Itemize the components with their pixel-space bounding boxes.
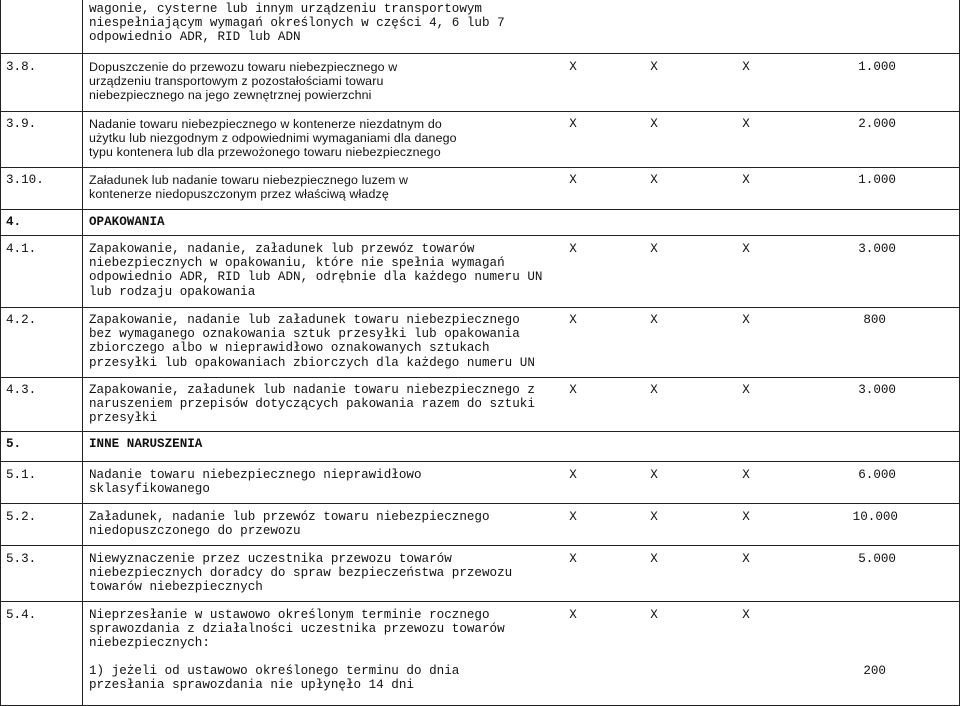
- mark-x: X: [569, 242, 577, 256]
- row-description: Nieprzesłanie w ustawowo określonym terminie rocznego sprawozdania z działalności uczestnika przewozu towarów niebezpiecznych:: [89, 608, 505, 651]
- mark-x: X: [742, 468, 750, 482]
- row-divider: [0, 601, 960, 602]
- mark-x: X: [569, 173, 577, 187]
- row-description: Nadanie towaru niebezpiecznego nieprawidłowo sklasyfikowanego: [89, 468, 422, 497]
- row-divider: [0, 235, 960, 236]
- row-number: 4.1.: [6, 242, 37, 256]
- row-description: Zapakowanie, nadanie lub załadunek towaru niebezpiecznego bez wymaganego oznakowania sztuk przesyłki lub opakowania zbiorczego albo w nieprawidłowo oznakowanych sztukach przesyłki lub opakowaniach zbiorczych dla każdego numeru UN: [89, 313, 535, 370]
- row-description: Dopuszczenie do przewozu towaru niebezpiecznego w urządzeniu transportowym z pozostałościami towaru niebezpiecznego na jego zewnętrznej powierzchni: [89, 60, 398, 103]
- row-divider: [0, 53, 960, 54]
- penalty-amount: 200: [863, 664, 886, 678]
- row-description: Niewyznaczenie przez uczestnika przewozu towarów niebezpiecznych doradcy do spraw bezpieczeństwa przewozu towarów niebezpiecznych: [89, 552, 513, 595]
- row-description: Nadanie towaru niebezpiecznego w kontenerze niezdatnym do użytku lub niezgodnym z odpowiednimi wymaganiami dla danego typu kontenera lub dla przewożonego towaru niebezpiecznego: [89, 117, 457, 160]
- row-number: 5.1.: [6, 468, 37, 482]
- mark-x: X: [569, 383, 577, 397]
- row-divider: [0, 111, 960, 112]
- row-subpoint: 1) jeżeli od ustawowo określonego terminu do dnia przesłania sprawozdania nie upłynęło 14 dni: [89, 664, 460, 693]
- row-divider: [0, 307, 960, 308]
- penalty-amount: 3.000: [858, 383, 896, 397]
- mark-x: X: [742, 313, 750, 327]
- mark-x: X: [650, 552, 658, 566]
- mark-x: X: [650, 383, 658, 397]
- penalty-amount: 6.000: [858, 468, 896, 482]
- section-number: 5.: [6, 437, 22, 451]
- penalty-amount: 5.000: [858, 552, 896, 566]
- mark-x: X: [650, 60, 658, 74]
- row-divider: [0, 503, 960, 504]
- section-title: INNE NARUSZENIA: [89, 437, 203, 451]
- section-number: 4.: [6, 215, 22, 229]
- penalty-amount: 1.000: [858, 60, 896, 74]
- mark-x: X: [742, 510, 750, 524]
- row-number: 3.10.: [6, 173, 44, 187]
- row-description: wagonie, cysterne lub innym urządzeniu transportowym niespełniającym wymagań określonych w części 4, 6 lub 7 odpowiednio ADR, RID lub ADN: [89, 2, 505, 45]
- mark-x: X: [569, 608, 577, 622]
- mark-x: X: [742, 60, 750, 74]
- mark-x: X: [742, 383, 750, 397]
- penalty-amount: 1.000: [858, 173, 896, 187]
- row-divider: [0, 167, 960, 168]
- row-divider: [0, 209, 960, 210]
- mark-x: X: [742, 173, 750, 187]
- penalty-amount: 800: [863, 313, 886, 327]
- section-title: OPAKOWANIA: [89, 215, 165, 229]
- row-description: Zapakowanie, nadanie, załadunek lub przewóz towarów niebezpiecznych w opakowaniu, które nie spełnia wymagań odpowiednio ADR, RID lub ADN, odrębnie dla każdego numeru UN lub rodzaju opakowania: [89, 242, 543, 299]
- row-divider: [0, 431, 960, 432]
- mark-x: X: [650, 468, 658, 482]
- penalty-amount: 3.000: [858, 242, 896, 256]
- mark-x: X: [742, 552, 750, 566]
- mark-x: X: [569, 468, 577, 482]
- mark-x: X: [650, 173, 658, 187]
- row-description: Załadunek lub nadanie towaru niebezpiecznego luzem w kontenerze niedopuszczonym przez właściwą władzę: [89, 173, 409, 202]
- mark-x: X: [569, 117, 577, 131]
- mark-x: X: [650, 117, 658, 131]
- mark-x: X: [569, 60, 577, 74]
- mark-x: X: [742, 242, 750, 256]
- penalty-amount: 2.000: [858, 117, 896, 131]
- row-divider: [0, 377, 960, 378]
- row-divider: [0, 545, 960, 546]
- row-divider: [0, 461, 960, 462]
- penalty-amount: 10.000: [852, 510, 898, 524]
- row-number: 4.2.: [6, 313, 37, 327]
- mark-x: X: [569, 510, 577, 524]
- row-number: 3.8.: [6, 60, 37, 74]
- row-description: Załadunek, nadanie lub przewóz towaru niebezpiecznego niedopuszczonego do przewozu: [89, 510, 490, 539]
- row-number: 4.3.: [6, 383, 37, 397]
- mark-x: X: [650, 242, 658, 256]
- mark-x: X: [742, 117, 750, 131]
- mark-x: X: [569, 313, 577, 327]
- mark-x: X: [569, 552, 577, 566]
- mark-x: X: [650, 313, 658, 327]
- row-number: 5.4.: [6, 608, 37, 622]
- mark-x: X: [650, 608, 658, 622]
- row-description: Zapakowanie, załadunek lub nadanie towaru niebezpiecznego z naruszeniem przepisów dotyczących pakowania razem do sztuki przesyłki: [89, 383, 535, 426]
- row-number: 3.9.: [6, 117, 37, 131]
- row-number: 5.3.: [6, 552, 37, 566]
- mark-x: X: [650, 510, 658, 524]
- row-number: 5.2.: [6, 510, 37, 524]
- mark-x: X: [742, 608, 750, 622]
